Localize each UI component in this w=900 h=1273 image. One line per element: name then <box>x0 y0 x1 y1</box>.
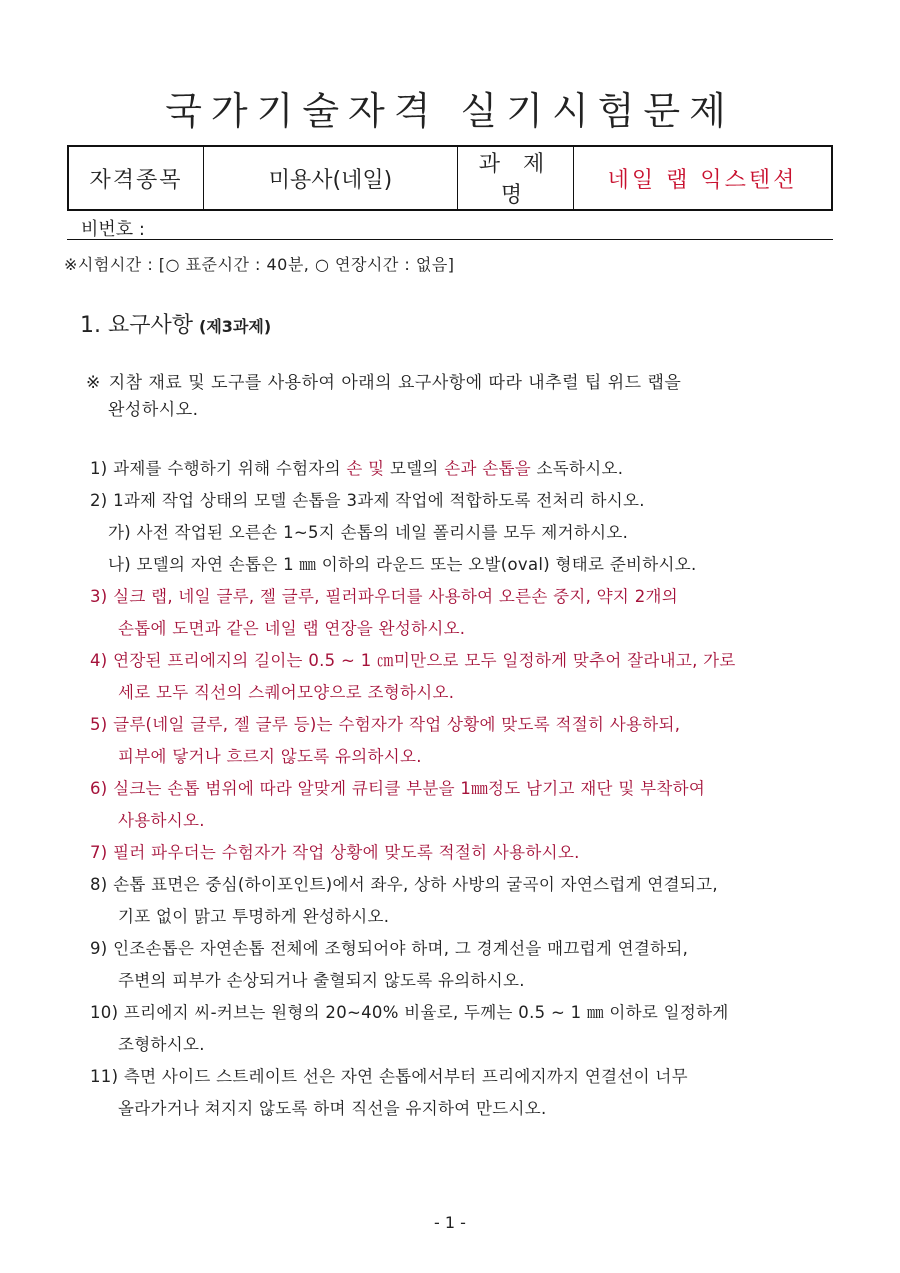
list-subitem: 가) 사전 작업된 오른손 1~5지 손톱의 네일 폴리시를 모두 제거하시오. <box>108 523 629 542</box>
note-line-1: 지참 재료 및 도구를 사용하여 아래의 요구사항에 따라 내추럴 팁 위드 랩을 <box>108 373 682 393</box>
instruction-note <box>86 370 826 424</box>
item-4-line-2: 세로 모두 직선의 스퀘어모양으로 조형하시오. <box>118 683 455 702</box>
task-name-label: 과 제 명 <box>458 146 574 210</box>
item-10-line-2: 조형하시오. <box>118 1035 205 1054</box>
item-1-text: 1) 과제를 수행하기 위해 수험자의 <box>90 459 347 478</box>
item-9-line-1: 9) 인조손톱은 자연손톱 전체에 조형되어야 하며, 그 경계선을 매끄럽게 연결하되, <box>90 939 689 958</box>
item-8-line-1: 8) 손톱 표면은 중심(하이포인트)에서 좌우, 상하 사방의 굴곡이 자연스럽게 연결되고, <box>90 875 718 894</box>
list-item <box>90 581 850 645</box>
list-subitem: 나) 모델의 자연 손톱은 1 ㎜ 이하의 라운드 또는 오발(oval) 형태로 준비하시오. <box>108 555 697 574</box>
item-11-line-2: 올라가거나 쳐지지 않도록 하며 직선을 유지하여 만드시오. <box>118 1099 547 1118</box>
item-9-line-2: 주변의 피부가 손상되거나 출혈되지 않도록 유의하시오. <box>118 971 525 990</box>
item-11-line-1: 11) 측면 사이드 스트레이트 선은 자연 손톱에서부터 프리에지까지 연결선이 너무 <box>90 1067 688 1086</box>
list-item <box>90 453 850 485</box>
task-name-value: 네일 랩 익스텐션 <box>574 146 833 210</box>
item-5-line-1: 5) 글루(네일 글루, 젤 글루 등)는 수험자가 작업 상황에 맞도록 적절히 사용하되, <box>90 715 681 734</box>
list-item <box>90 645 850 709</box>
section-title: 1. 요구사항 <box>80 313 193 338</box>
page-number: - 1 - <box>434 1213 466 1232</box>
list-item: 7) 필러 파우더는 수험자가 작업 상황에 맞도록 적절히 사용하시오. <box>90 843 580 862</box>
item-6-line-2: 사용하시오. <box>118 811 205 830</box>
note-line-2: 완성하시오. <box>108 400 199 420</box>
item-1-text-mid: 모델의 <box>384 459 445 478</box>
item-4-line-1: 4) 연장된 프리에지의 길이는 0.5 ~ 1 ㎝미만으로 모두 일정하게 맞추어 잘라내고, 가로 <box>90 651 736 670</box>
item-1-text-end: 소독하시오. <box>530 459 624 478</box>
item-8-line-2: 기포 없이 맑고 투명하게 완성하시오. <box>118 907 390 926</box>
list-item <box>90 997 850 1061</box>
item-5-line-2: 피부에 닿거나 흐르지 않도록 유의하시오. <box>118 747 422 766</box>
qualification-value: 미용사(네일) <box>204 146 458 210</box>
item-3-line-1: 3) 실크 랩, 네일 글루, 젤 글루, 필러파우더를 사용하여 오른손 중지, 약지 2개의 <box>90 587 678 606</box>
list-item <box>90 933 850 997</box>
item-1-highlight-1: 손 및 <box>346 459 385 478</box>
section-subtitle: (제3과제) <box>199 317 272 336</box>
list-item <box>90 869 850 933</box>
requirements-list <box>90 453 850 1125</box>
list-item <box>90 709 850 773</box>
item-10-line-1: 10) 프리에지 씨-커브는 원형의 20~40% 비율로, 두께는 0.5 ~ 1 ㎜ 이하로 일정하게 <box>90 1003 729 1022</box>
exam-info-table <box>67 145 833 211</box>
item-6-line-1: 6) 실크는 손톱 범위에 따라 알맞게 큐티클 부분을 1㎜정도 남기고 재단 및 부착하여 <box>90 779 706 798</box>
list-item: 2) 1과제 작업 상태의 모델 손톱을 3과제 작업에 적합하도록 전처리 하시오. <box>90 491 645 510</box>
list-item <box>90 1061 850 1125</box>
qualification-label: 자격종목 <box>68 146 204 210</box>
item-1-highlight-2: 손과 손톱을 <box>444 459 531 478</box>
section-heading <box>80 308 271 339</box>
page-title: 국가기술자격 실기시험문제 <box>165 89 735 133</box>
secret-number: 비번호 : <box>67 215 833 240</box>
item-3-line-2: 손톱에 도면과 같은 네일 랩 연장을 완성하시오. <box>118 619 466 638</box>
exam-time: ※시험시간 : [○ 표준시간 : 40분, ○ 연장시간 : 없음] <box>64 255 455 274</box>
note-mark: ※ <box>86 373 101 393</box>
list-item <box>90 773 850 837</box>
